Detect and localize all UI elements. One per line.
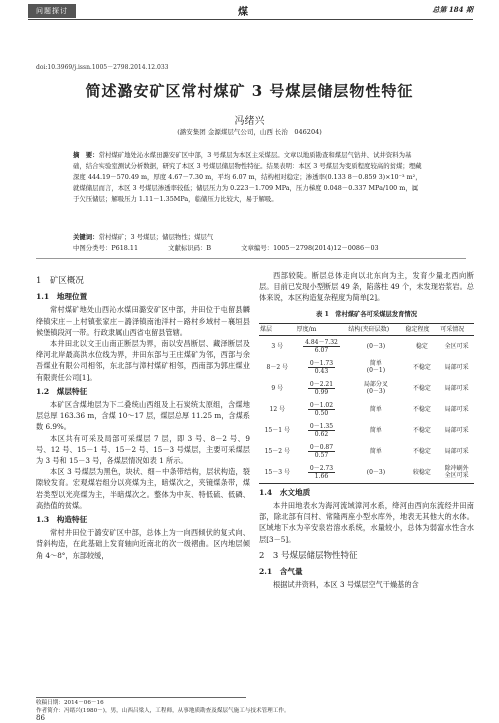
- section-heading: 2 3 号煤层储层物性特征: [259, 550, 358, 561]
- footnotes: [36, 699, 456, 715]
- author: 冯绪兴: [234, 116, 265, 127]
- abstract-meta: [73, 232, 423, 254]
- seam-cell: 9 号: [271, 384, 284, 392]
- header-rule: [28, 19, 473, 20]
- thickness-average: 6.07: [314, 346, 329, 354]
- thickness-range: 0－1.35: [309, 422, 334, 430]
- table-row: [259, 357, 474, 378]
- structure-cell: 局部分叉 (0－3): [363, 381, 388, 396]
- affiliation: (潞安集团 金源煤层气公司，山西 长治 046204): [177, 128, 322, 136]
- stability-cell: 较稳定: [404, 462, 439, 484]
- mineable-cell: 局部可采: [444, 426, 469, 434]
- thickness-range: 0－2.73: [309, 464, 334, 472]
- stability-cell: 不稳定: [412, 384, 431, 392]
- paper-title: 简述潞安矿区常村煤矿 3 号煤层储层物性特征: [85, 82, 414, 100]
- table-caption: 表 1 常村煤矿各可采煤层发育情况: [315, 310, 418, 318]
- paragraph: 本区 3 号煤层为黑色，块状、细－中条带结构，层状构造，裂隙较发育。宏观煤岩组分以亮煤为主，暗煤次之，夹镜煤条带，煤岩类型以光亮煤为主，半暗煤次之。整体为中灰、特低硫、低磷、高热值的贫煤。: [36, 467, 250, 510]
- thickness-range: 0－2.21: [309, 380, 334, 388]
- seam-cell: 15－2 号: [264, 447, 290, 455]
- seam-cell: 8－2 号: [266, 363, 289, 371]
- table-header-cell: 厚度/m: [296, 323, 348, 335]
- paragraph: 本矿区含煤地层为下二叠统山西组及上石炭统太原组，含煤地层总厚 163.36 m，含煤 10～17 层，煤层总厚 11.25 m，含煤系数 6.9%。: [36, 400, 250, 432]
- stability-cell: 不稳定: [412, 405, 431, 413]
- structure-cell: (0－3): [347, 462, 404, 484]
- subsection-heading: 1.1 地理位置: [36, 292, 88, 302]
- seam-cell: 3 号: [271, 342, 284, 350]
- section-heading: 1 矿区概况: [36, 276, 84, 286]
- table-header-cell: 稳定程度: [404, 323, 439, 335]
- abstract: [73, 150, 423, 205]
- subsection-heading: 1.3 构造特征: [36, 515, 88, 525]
- paragraph: 常村井田位于潞安矿区中部，总体上为一向西倾伏的复式向、背斜构造，在此基础上发育轴向近南北的次一级褶曲。区内地层倾角 4～8°，东部较缓，: [36, 528, 250, 560]
- doi: doi:10.3969/j.issn.1005－2798.2014.12.033: [36, 64, 169, 71]
- paragraph: 常村煤矿地处山西沁水煤田潞安矿区中部，井田位于屯留县麟绛镇宋庄－上村镇张家庄－潞泽镇南池洋村－路村乡域村－襄垣县候堡镇段河一带。行政隶属山西省屯留县管辖。: [36, 305, 250, 337]
- section-tag: 问题探讨: [28, 4, 76, 18]
- stability-cell: 不稳定: [412, 447, 431, 455]
- stability-cell: 不稳定: [412, 426, 431, 434]
- thickness-average: 0.50: [314, 409, 329, 417]
- clc-number: 中图分类号：P618.11: [73, 244, 139, 252]
- structure-cell: (0－3): [366, 342, 386, 350]
- journal-header: [28, 4, 473, 18]
- thickness-cell: [296, 378, 348, 399]
- table-row: [259, 420, 474, 441]
- structure-cell: 简单 (0－1): [366, 360, 386, 375]
- subsection-heading: 1.4 水文地质: [259, 487, 311, 497]
- mineable-cell: 局部可采: [444, 405, 469, 413]
- abstract-text: 常村煤矿地处沁水煤田潞安矿区中部，3 号煤层为本区主采煤层。文章以地质勘查和煤层气钻井、试井资料为基础，结合实验室测试分析数据，研究了本区 3 号煤层储层物性特征。结果表明：本区 3 号煤层为变质程度较高的贫煤；埋藏深度 444.19－570.49 m，厚度 4.67－7.30 m，平均 6.07 m，结构相对稳定；渗透率(0.133 8－0.859 3)×10⁻³ m²，就煤储层而言，本区 3 号煤层渗透率较低；储层压力为 0.223－1.709 MPa，压力梯度 0.048－0.337 MPa/100 m，属于欠压储层；解吸压力 1.11－1.35MPa，临储压力比较大，易于解吸。: [73, 151, 422, 203]
- article-number: 文章编号：1005－2798(2014)12－0086－03: [241, 244, 379, 252]
- thickness-average: 1.66: [314, 472, 329, 480]
- mineable-cell: 除冲刷外 全区可采: [439, 462, 474, 484]
- thickness-cell: [296, 441, 348, 462]
- thickness-cell: [296, 462, 348, 484]
- seam-cell: 15－1 号: [264, 426, 290, 434]
- thickness-range: 0－1.02: [309, 401, 334, 409]
- right-column: [259, 270, 474, 590]
- stability-cell: 不稳定: [412, 363, 431, 371]
- structure-cell: 简单: [369, 405, 382, 413]
- paragraph: 本井田北以文王山南正断层为界，南以安昌断层、藏泽断层及绛河北岸最高洪水位线为界，井田东部与王庄煤矿为邻，西部与余吾煤业有限公司相邻，东北部与漳村煤矿相邻，西南部为郭庄煤业有限责任公司[1]。: [36, 339, 250, 382]
- table-body: [259, 335, 474, 483]
- abstract-divider: [36, 258, 466, 259]
- thickness-cell: [296, 399, 348, 420]
- seam-cell: 12 号: [269, 405, 286, 413]
- table-header-row: [259, 323, 474, 335]
- thickness-range: 4.84－7.32: [305, 338, 338, 346]
- issue-number: 总第 184 期: [432, 5, 473, 14]
- page-number: 86: [36, 714, 45, 722]
- seam-table: [259, 323, 474, 484]
- paragraph: 本区共有可采及局部可采煤层 7 层，即 3 号、8－2 号、9 号、12 号、15－1 号、15－2 号、15－3 号煤层，主要可采煤层为 3 号和 15－3 号，各煤层情况如表 1 所示。: [36, 433, 250, 466]
- keywords-label: 关键词：: [73, 233, 99, 241]
- paragraph: 本井田地表水为海河流域漳河水系，绛河由西向东流经井田南部，除北部有闫村、常隆两座小型水库外，地表无其他大的水体。区域地下水为辛安泉岩溶水系统，水量较小，总体为弱富水性含水层[3－5]。: [259, 501, 474, 544]
- thickness-cell: [296, 420, 348, 441]
- subsection-heading: 1.2 煤层特征: [36, 386, 88, 396]
- mineable-cell: 局部可采: [444, 447, 469, 455]
- stability-cell: 稳定: [415, 342, 428, 350]
- table-row: [259, 462, 474, 484]
- table-row: [259, 335, 474, 357]
- table-header-cell: 结构(夹矸层数): [347, 323, 404, 335]
- keywords: 常村煤矿；3 号煤层；储层物性；煤层气: [98, 233, 214, 241]
- thickness-range: 0－1.73: [309, 359, 334, 367]
- author-bio: 作者简介：冯绪兴(1980－)，男，山西吕梁人，工程师，从事地质勘查及煤层气施工与技术管理工作。: [36, 708, 290, 714]
- table-header-cell: 煤层: [259, 323, 296, 335]
- thickness-cell: [296, 357, 348, 378]
- thickness-range: 0－0.87: [309, 443, 334, 451]
- journal-logo: 煤: [238, 7, 248, 18]
- structure-cell: 简单: [369, 447, 382, 455]
- mineable-cell: 局部可采: [444, 363, 469, 371]
- subsection-heading: 2.1 含气量: [259, 567, 303, 577]
- structure-cell: 简单: [369, 426, 382, 434]
- table-row: [259, 399, 474, 420]
- thickness-average: 0.57: [314, 451, 329, 459]
- table-header-cell: 可采情况: [439, 323, 474, 335]
- abstract-label: 摘 要：: [73, 151, 99, 159]
- mineable-cell: 全区可采: [444, 342, 469, 350]
- left-column: [36, 270, 250, 561]
- table-row: [259, 441, 474, 462]
- mineable-cell: 局部可采: [444, 384, 469, 392]
- footnote-rule: [36, 697, 246, 698]
- paragraph: 西部较陡。断层总体走向以北东向为主，发育少量北西向断层。目前已发现小型断层 49 条，陷落柱 49 个，未发现岩浆岩。总体来说，本区构造复杂程度为简单[2]。: [259, 271, 474, 303]
- thickness-cell: [296, 335, 348, 357]
- thickness-average: 0.43: [314, 367, 329, 375]
- received-date: 收稿日期：2014－06－16: [36, 700, 104, 706]
- document-code: 文献标识码：B: [168, 244, 212, 252]
- thickness-average: 0.62: [314, 430, 329, 438]
- paragraph: 根据试井资料，本区 3 号煤层空气干燥基的含: [273, 580, 419, 590]
- table-row: [259, 378, 474, 399]
- thickness-average: 0.99: [314, 388, 329, 396]
- seam-cell: 15－3 号: [259, 462, 296, 484]
